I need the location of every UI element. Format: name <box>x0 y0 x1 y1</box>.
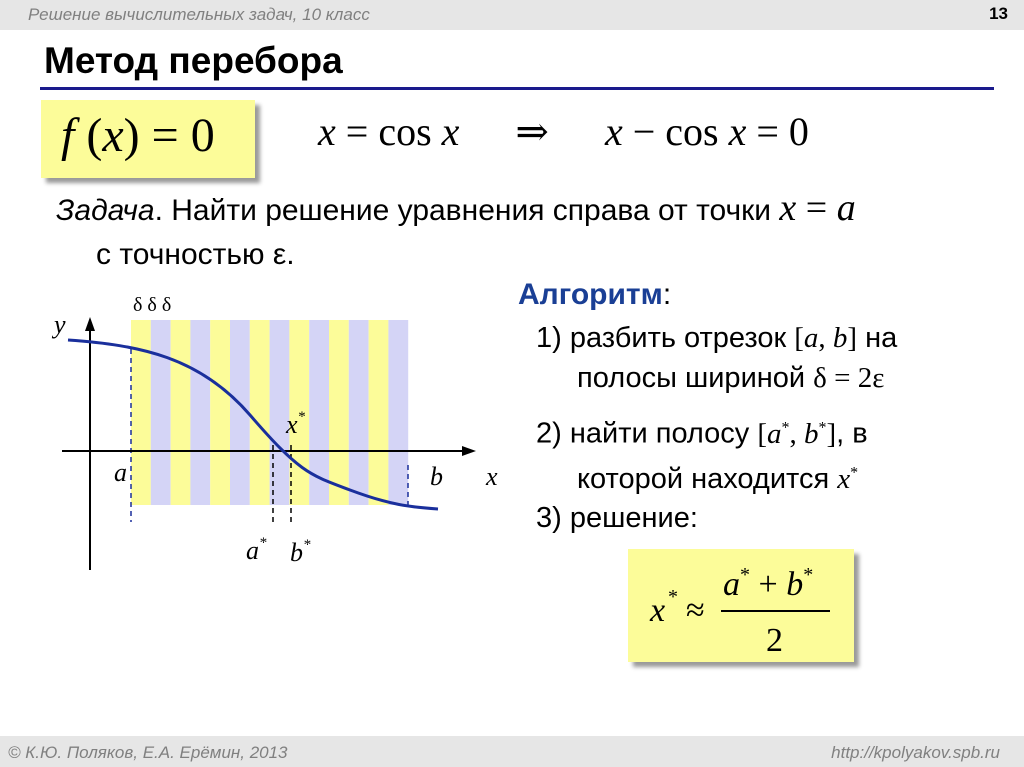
b-star-label: b* <box>290 537 311 567</box>
root-label: x* <box>286 409 306 439</box>
page-number: 13 <box>989 4 1008 23</box>
task-line-1 <box>56 186 856 230</box>
svg-text:≈: ≈ <box>686 592 705 629</box>
svg-text:a* + b*: a* + b* <box>723 564 814 603</box>
a-label: a <box>114 458 127 487</box>
task-label: Задача <box>56 194 155 227</box>
stripe-graph <box>50 285 510 575</box>
step-1: 1) разбить отрезок [a, b] на полосы шириной δ = 2ε <box>536 322 898 394</box>
equation-transform: x = cos x ⇒ x − cos x = 0 <box>318 109 809 154</box>
b-label: b <box>430 462 443 491</box>
stripe <box>388 320 408 505</box>
stripe <box>329 320 349 505</box>
solution-formula-box <box>628 549 854 662</box>
svg-text:x: x <box>650 592 666 629</box>
svg-text:*: * <box>668 586 678 608</box>
stripe <box>210 320 230 505</box>
task-text: . Найти решение уравнения справа от точки <box>154 194 772 227</box>
stripe <box>171 320 191 505</box>
step-3: 3) решение: <box>536 502 698 534</box>
y-label: y <box>54 310 66 339</box>
stripe <box>151 320 171 505</box>
stripe <box>190 320 210 505</box>
solution-formula <box>628 549 854 662</box>
stripes <box>131 320 408 505</box>
step-2: 2) найти полосу [a*, b*], в которой находится x* <box>536 417 868 496</box>
y-axis-arrow <box>85 317 95 331</box>
implies-arrow: ⇒ <box>515 109 549 154</box>
x-label: x <box>486 462 498 491</box>
stripe <box>349 320 369 505</box>
footer-url: http://kpolyakov.spb.ru <box>831 743 1000 762</box>
a-star-label: a* <box>246 535 267 565</box>
course-title: Решение вычислительных задач, 10 класс <box>28 5 370 24</box>
equation-box <box>41 100 255 178</box>
footer-authors: © К.Ю. Поляков, Е.А. Ерёмин, 2013 <box>8 743 288 762</box>
stripe <box>250 320 270 505</box>
slide-title: Метод перебора <box>44 40 343 81</box>
task-point: x = a <box>779 187 856 229</box>
task-line-2: с точностью ε. <box>96 238 295 271</box>
title-underline <box>40 87 994 90</box>
x-axis-arrow <box>462 446 476 456</box>
delta-labels: δ δ δ <box>133 294 172 316</box>
svg-text:2: 2 <box>766 622 783 659</box>
equation-fx: f (x) = 0 <box>61 109 215 162</box>
stripe <box>369 320 389 505</box>
algorithm-title: Алгоритм: <box>518 278 672 311</box>
